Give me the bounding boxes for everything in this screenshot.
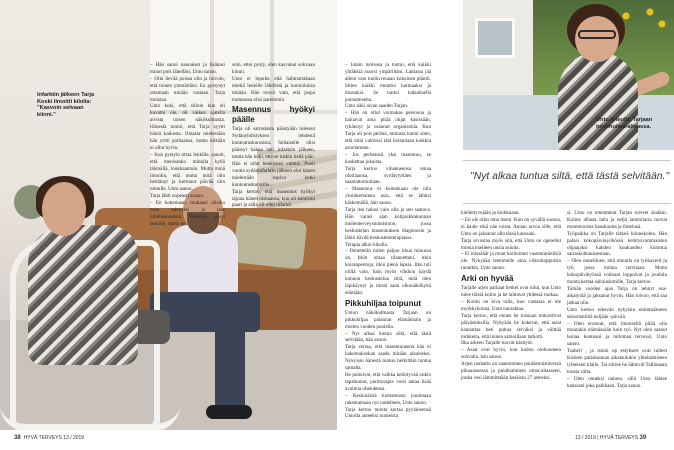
divider	[463, 203, 671, 204]
left-column-3	[345, 62, 431, 420]
paragraph: Tarja kertoo, että ennen he toisiaan mikoittivat päivästoksilla. Nykyään he kokevat, että asiat kannattaa heti puhua selväksi ja välttää turkkeita, että toinen samoillaan tarkotti.	[461, 312, 561, 340]
paragraph: Tämän vuoden ajan Tarja on tehnyt osa-aikatyötä ja jaksanut hyvin. Hän toivoo, että saa jatkaa niin.	[567, 285, 667, 306]
paragraph: Unto koki, että silloin kun oli kuvattu ole, oli vaikea ajatella aivista toisen näkökulmasta. Hänestä tuntui, että Tarja syytti häntä kaikesta. Omasta mielestään hän yritti parhaansa, mutta mikään ei ollut hyvin.	[150, 103, 225, 151]
paragraph: Tarja arvostaa myös sitä, että Unto on opetellut monia itselleen uusia asioita.	[461, 237, 561, 251]
pull-quote: "Nyt alkaa tuntua siltä, että tästä selvitään."	[470, 171, 670, 182]
paragraph: si. Unto on toteuttanut Tarjan toiveet sinäkin. Kolme allasta laita ja neljä lammilaria tuovat mummonista haaskuutta ja ilmeinsä.	[567, 210, 667, 230]
paragraph: soin, ettei pysty, olen kasvanut sohvaan kiinni.	[232, 62, 315, 75]
paragraph: – Jos perheessä yksi masentuu, se koskettaa jokaista.	[345, 151, 431, 165]
paragraph: – Hän on ollut voimakas persoona ja haluavat aina pitää ohjat käsissään, tykännyt ja osannut organisoida. Kun Tarja oli pois pelistä, minusta tuntui siten, että mitä valmissi tätä hoitamaan kaikkia asioitamme.	[345, 110, 431, 151]
right-column-1	[461, 210, 561, 382]
subheading-arki: Arki on hyvää	[461, 274, 514, 284]
paragraph: – Olen eronnut, että ilmoisellä pitää olla muutakin elämässään kuin työ. Nyt olen saanut hoitaa kuntoani ja tullomaa tervexsi, Unto sanoo.	[567, 320, 667, 348]
magazine-issue: 13 / 2019 | HYVÄ TERVEYS	[575, 435, 639, 441]
paragraph: He puhuivat, että valkka kehittyvää onkin tapahtunut, parittorapia voisi antaa lisää avaimia ohteidensa.	[345, 371, 431, 392]
page-folio-right	[575, 435, 649, 441]
paragraph: Tarja kertoo monta kertaa pyytäneensä Untolta anteeksi tunneista	[345, 406, 431, 420]
paragraph: – Keskinäistä luottamusta joudutaan rakentamaan nyt uudelleen, Unto sanoo.	[345, 392, 431, 406]
paragraph: – Hän sanoi nanoaiset ja lisäkasi minut pois lähelläsi, Unto sanoo.	[150, 62, 225, 75]
photo-caption-right: Unto toteutti: Tarjaan toivenuima-altaassa.	[596, 117, 653, 130]
photo-caption-left: Infarktin jälkeen Tarja Koski ilmoitti kilolla: "Kasvoin selvaan kiinni."	[37, 92, 95, 118]
paragraph: Unto ei lopulta että hahmuttakaan mietiä lenkille lähdöstä ja kuntoiluista mitään. Hän toivoi vain, että jospa tuunnessa olisi paremmin.	[232, 75, 315, 103]
paragraph: Työpaikka on Tarjalle tärkeä kiinnekohta. Hän palasi kokopäiväsyöhössä kehitysvammaisten ohjaajaksi kahden kuukauden kuluttua sairaskohtauksestaan.	[567, 230, 667, 258]
paragraph: – Olen onnellinen, että minulla on työkaverit ja työ, jossa minua tarvitaan. Mutta kokopäivätyössä voimani loppuivat ja jouduin monta kertaa sairauslomille, Tarja kertoo.	[567, 258, 667, 286]
man-figure	[168, 225, 238, 300]
paragraph: Tsaheri , ja istuni up estyksert ovat tulleet Kosken pariskunnan aikataulukin yhteisämiseen lyhteisen tilalle. Tai siltine he lähtevät Tallinnaan tuosta välta.	[567, 348, 667, 375]
page-number: 38	[14, 435, 21, 441]
woman-figure	[28, 225, 138, 365]
paragraph: – Ei niissähät ja muut kotitoimet vastennmielisiä ole. Nykyään teemmelle aina viikonloppuisin ruoatkin, Unto sanoo.	[461, 251, 561, 272]
magazine-issue: HYVÄ TERVEYS 13 / 2019	[23, 435, 85, 441]
subheading-pikkuhiljaa: Pikkuhiljaa toipunut	[345, 298, 422, 308]
left-column-1	[150, 62, 225, 228]
paragraph: – Asiat ovat hyvin, kun kudon olohuoneen sohvalla, hän sanoo.	[461, 347, 561, 361]
paragraph: Tarjalle arjen parhaat hetket ovat niitä, kun Unto tulee töistä kotiin ja he laittavat yhdessä ruokaa.	[461, 285, 561, 299]
paragraph: – En kokemaan, mukaani olisiko tuon tulevaksi ja taas lohdukenneistä. Vetävään pysyi lenkille, mutta ne	[150, 200, 225, 227]
paragraph: – Kotiin on kiva tulla, kun vastassa ei ole myrkkykonna, Unto naurahtaa.	[461, 298, 561, 312]
paragraph: – Ihmettelin miten paljon itkua minussa on. Itkin omaa tilannettani, itkin koiranpentuja, itkin pienä lapsia. Itku tuli niiltä vain. Sain myös vihdoin käydä kunnon keskustelua siitä, mitä olen läpikäynyt ja mistä saan ulkonäkökykä elämään.	[345, 248, 431, 296]
paragraph: Tarja lähti nopeasti asiaan.	[150, 193, 205, 200]
paragraph: Unto kertoo tekevän nykyisin enimmäkseen seisomatöitä neljään -päivää.	[567, 306, 667, 320]
paragraph: – Olen onneksi nainen, sillä Unto lähtee kanssani joka paikkaan, Tarja sanoo.	[567, 375, 667, 389]
paragraph: Tarja oli satraslasta päästyään tulessut Sydänyhdistyksen lehdestä kuntoutuskurssista. Sellaiselle olisi päässyt hakea heti infarktin jälkeen, mutta hän koki, että se tuskin tiedä piän. Hän ei ollut henkisesti valmis. Puoli vuotta sydäninfarktin jälkeen oloi hänen mielestään sopiva hetki kuntoutuskurssille.	[232, 126, 315, 188]
paragraph: – Olin lievää poissa olin ja toivoin, että toinen ymmärtäisi. En pystynyt ottamaan mitään vastaan. Tarja muistaa.	[150, 75, 225, 103]
paragraph: Unto näki aivan saaden Tarjan.	[345, 103, 409, 110]
paragraph: Tarja kertoo vihanneensa omaa olotilaansa, syrdäytyttäen ja saamattomuttaan.	[345, 165, 431, 186]
paragraph: Tarja vertaa, että masentuneena hän ei hakemuksekan saada mitään aikaiseksi. Nykyisin hänestä tuntuu hetkittäin tuntua samalta.	[345, 344, 431, 372]
paragraph: Unton näkökulmasta Tarjaan on pikkuhiljaa palannut elämänhalu ja mielen vuoden puolella.	[345, 309, 431, 330]
page-number: 39	[639, 435, 647, 441]
glasses	[578, 30, 616, 39]
paragraph: – Kun pystyin ottaa lenkille, sanoit, että menisanko minulla kyllä lähmällä, loukkaantuin. Mutta minä ilmoitin, että mutta mitä olin heittänyt ja kertonut päivää niin minulle, Unto sanoo.	[150, 151, 225, 193]
paragraph: Ilka arkeen Tarjalle tuovat käsityöt.	[461, 340, 534, 347]
paragraph: Tarja itse halusi vain olla ja sen saatava. Hän varasi ajan kotipaikkakunnan mielenterveystoimistoon, jossa keskustelan masennuksen diagnoosin ja lähtö kävdä keskusteluterapiassa.	[345, 207, 431, 241]
paragraph: kiellettyvejään ja kiukkuaan.	[461, 210, 520, 216]
paragraph: – Masennus ei kuitenkaan ole niin yksinkertainen asia, että se lähtisi käskemällä, hän sanoo.	[345, 186, 431, 207]
paragraph: Tarja kertoo, että masennus hyökyi tajuna hänen niskaansa, kun oli kaluistut paari ja sälla oli ollut infarkti.	[232, 188, 315, 209]
paragraph: Terapia alkoi hikalla.	[345, 241, 389, 248]
divider	[463, 160, 671, 161]
paragraph: – Nyt alkaa tuntua siltä, että tästä selvitään, hän sanoo.	[345, 330, 431, 344]
left-column-2	[232, 62, 315, 209]
page-folio-left	[14, 435, 84, 441]
paragraph: Arjen rauhattu on saanominen puuläennistävessä pikauusuessa ja pulahtaminen uima-altaaseen, jonka vesi lämmitetään kesäisin 27 asteeksi.	[461, 361, 561, 381]
right-column-2	[567, 210, 667, 390]
subheading-masennus: Masennus hyökyi päälle	[232, 105, 315, 125]
paragraph: – En ole ollut oma itseni. Kun on syvällä suossa, ei kaule eikä näe toista. Annan arvoa sille, että Unto on jaksanut olla tässä kanssani.	[461, 216, 561, 237]
paragraph: – Jotain tuolossa ja tuntui, että kaikki yhtäkkiä nuorsi ympäriltäni. Lattiasta jää alleni vain tuolin reunan kokoinen pläntti. Sitten kaikki muuttui harmaaksi ja mustaksi. Se tuntui todaalisella putoamiselta.	[345, 62, 431, 103]
